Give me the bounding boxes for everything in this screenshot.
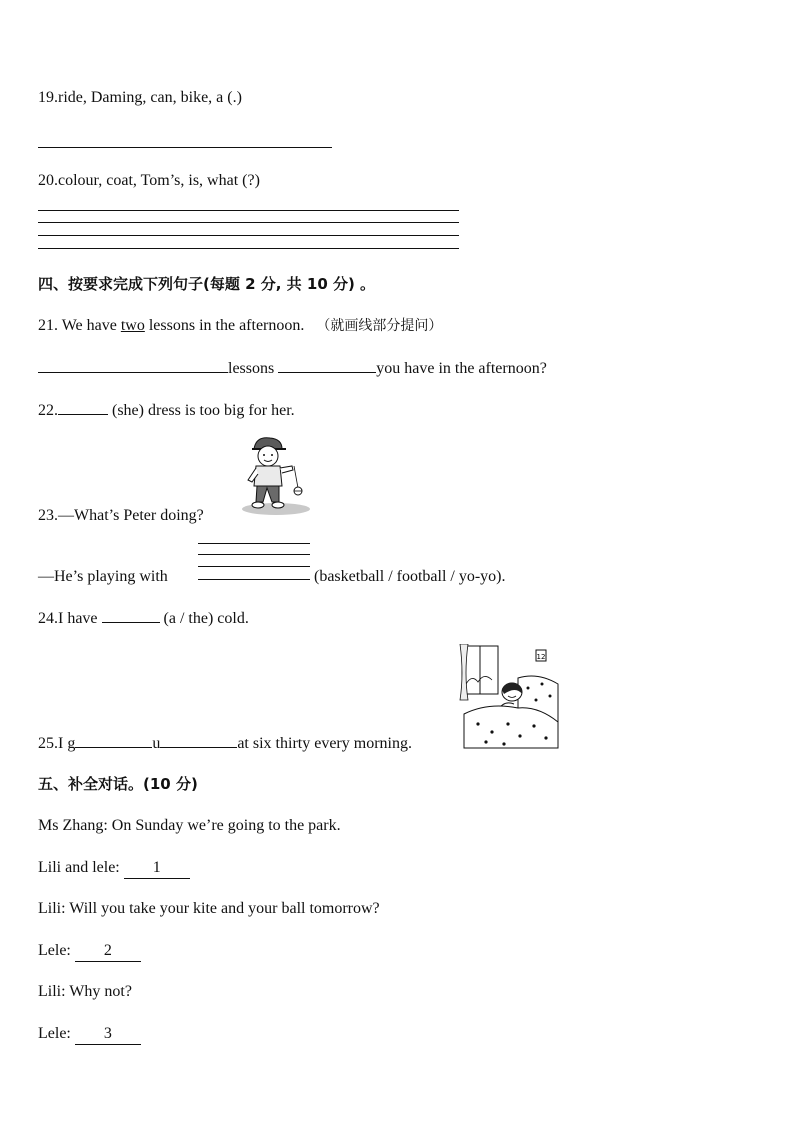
question-20-text: 20.colour, coat, Tom’s, is, what (?): [38, 172, 260, 189]
question-19-text: 19.ride, Daming, can, bike, a (.): [38, 89, 242, 106]
answer-23-suffix: (basketball / football / yo-yo).: [314, 568, 506, 585]
question-22-prefix: 22.: [38, 402, 58, 419]
dialogue-line-5: Lili: Why not?: [38, 983, 132, 1000]
question-21: [38, 316, 442, 336]
girl-waking-up-illustration: [458, 644, 562, 750]
answer-line-23b[interactable]: [198, 554, 310, 555]
dialogue-blank-2[interactable]: 2: [75, 941, 141, 962]
question-24: [38, 607, 249, 629]
dialogue-line-6: [38, 1024, 141, 1045]
dialogue-blank-1[interactable]: 1: [124, 858, 190, 879]
question-25-mid: u: [152, 735, 161, 752]
section-5-heading: 五、补全对话。(10 分): [38, 775, 198, 793]
answer-21-blank-2[interactable]: [278, 357, 376, 373]
dialogue-line-3: Lili: Will you take your kite and your ball tomorrow?: [38, 900, 380, 917]
question-25-prefix: 25.I g: [38, 735, 76, 752]
answer-21-mid: lessons: [228, 360, 279, 377]
dialogue-line-6-speaker: Lele:: [38, 1025, 75, 1042]
section-4-heading: 四、按要求完成下列句子(每题 2 分, 共 10 分) 。: [38, 275, 376, 293]
answer-line-23c[interactable]: [198, 566, 310, 567]
answer-21: [38, 357, 547, 379]
question-22: [38, 399, 295, 421]
question-21-underlined: two: [120, 317, 145, 334]
question-21-prefix: 21. We have: [38, 317, 121, 334]
answer-line-23d[interactable]: [198, 579, 310, 580]
question-24-suffix: (a / the) cold.: [159, 610, 249, 627]
dialogue-blank-3[interactable]: 3: [75, 1024, 141, 1045]
question-21-note: （就画线部分提问）: [316, 318, 443, 334]
dialogue-line-1: Ms Zhang: On Sunday we’re going to the park.: [38, 817, 341, 834]
boy-yoyo-illustration: [242, 436, 314, 518]
question-25-blank-1[interactable]: [75, 732, 152, 748]
question-25: [38, 732, 412, 754]
dialogue-line-4: [38, 941, 141, 962]
dialogue-line-2: [38, 858, 190, 879]
question-25-suffix: at six thirty every morning.: [237, 735, 412, 752]
dialogue-line-2-speaker: Lili and lele:: [38, 859, 124, 876]
question-23: 23.—What’s Peter doing?: [38, 507, 204, 524]
answer-21-end: you have in the afternoon?: [376, 360, 547, 377]
question-24-prefix: 24.I have: [38, 610, 102, 627]
answer-line-19[interactable]: [38, 147, 332, 148]
question-22-suffix: (she) dress is too big for her.: [108, 402, 295, 419]
clock-label: 12: [536, 653, 546, 661]
answer-line-20a[interactable]: [38, 210, 459, 211]
question-24-blank[interactable]: [102, 607, 160, 623]
question-21-suffix: lessons in the afternoon.: [144, 317, 305, 334]
answer-21-blank-1[interactable]: [38, 357, 228, 373]
answer-23-prefix: —He’s playing with: [38, 568, 168, 585]
question-22-blank[interactable]: [58, 399, 108, 415]
question-19: [38, 88, 242, 108]
answer-line-20c[interactable]: [38, 235, 459, 236]
answer-line-20b[interactable]: [38, 222, 459, 223]
question-25-blank-2[interactable]: [160, 732, 237, 748]
answer-line-23a[interactable]: [198, 543, 310, 544]
question-20: [38, 171, 260, 191]
answer-line-20d[interactable]: [38, 248, 459, 249]
dialogue-line-4-speaker: Lele:: [38, 942, 75, 959]
